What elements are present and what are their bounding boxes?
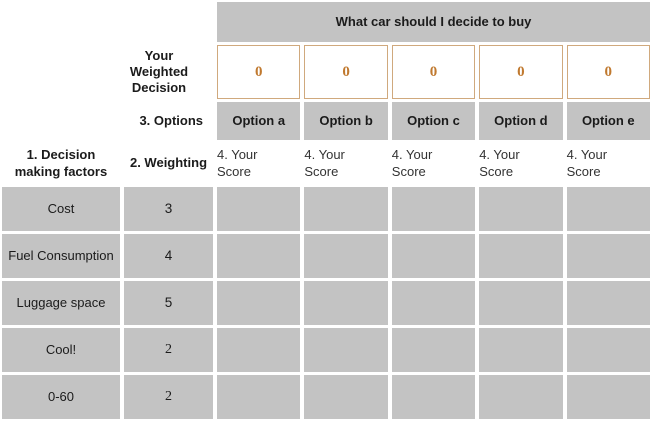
weighted-decision-label-text: Your Weighted Decision	[129, 47, 189, 96]
score-column-header-e	[567, 143, 650, 184]
factors-column-header-text: 1. Decision making factors	[14, 147, 108, 179]
score-input-cell[interactable]	[217, 281, 300, 325]
score-input-cell[interactable]	[479, 187, 562, 231]
score-input-cell[interactable]	[304, 234, 387, 278]
score-input-cell[interactable]	[567, 375, 650, 419]
factor-cell-fuel-consumption: Fuel Consumption	[2, 234, 120, 278]
weighted-total-cell-b	[304, 45, 387, 99]
weighted-total-value-c: 0	[429, 63, 438, 80]
weighted-total-value-e: 0	[604, 63, 613, 80]
score-column-header-b	[304, 143, 387, 184]
decision-question-header: What car should I decide to buy	[217, 2, 650, 42]
score-input-cell[interactable]	[392, 187, 475, 231]
score-input-cell[interactable]	[479, 375, 562, 419]
score-input-cell[interactable]	[217, 328, 300, 372]
score-input-cell[interactable]	[392, 281, 475, 325]
weighted-total-cell-a	[217, 45, 300, 99]
weight-cell-cool: 2	[124, 328, 213, 372]
score-input-cell[interactable]	[392, 375, 475, 419]
score-input-cell[interactable]	[567, 187, 650, 231]
score-input-cell[interactable]	[392, 234, 475, 278]
weight-cell-fuel-consumption: 4	[124, 234, 213, 278]
weighted-total-cell-d	[479, 45, 562, 99]
weighted-total-cell-c	[392, 45, 475, 99]
score-input-cell[interactable]	[567, 234, 650, 278]
score-column-header-c	[392, 143, 475, 184]
score-input-cell[interactable]	[479, 234, 562, 278]
decision-matrix-grid	[2, 2, 650, 419]
score-column-header-text: 4. Your Score	[391, 147, 433, 179]
weight-cell-cost: 3	[124, 187, 213, 231]
weighted-total-value-d: 0	[517, 63, 525, 80]
score-column-header-text: 4. Your Score	[566, 147, 608, 179]
option-header-c: Option c	[392, 102, 475, 140]
factors-column-header	[2, 143, 120, 184]
weighted-total-cell-e	[567, 45, 650, 99]
factor-cell-cost: Cost	[2, 187, 120, 231]
score-column-header-text: 4. Your Score	[217, 147, 258, 179]
option-header-d: Option d	[479, 102, 562, 140]
score-input-cell[interactable]	[217, 375, 300, 419]
factor-cell-cool: Cool!	[2, 328, 120, 372]
score-input-cell[interactable]	[479, 328, 562, 372]
score-input-cell[interactable]	[392, 328, 475, 372]
option-header-b: Option b	[304, 102, 387, 140]
weighted-total-value-b: 0	[342, 63, 350, 80]
weighted-total-value-a: 0	[254, 63, 263, 80]
factor-cell-0-60: 0-60	[2, 375, 120, 419]
score-input-cell[interactable]	[304, 281, 387, 325]
score-input-cell[interactable]	[304, 187, 387, 231]
weighted-decision-label	[2, 45, 213, 99]
score-input-cell[interactable]	[567, 328, 650, 372]
score-input-cell[interactable]	[567, 281, 650, 325]
weight-cell-luggage-space: 5	[124, 281, 213, 325]
score-input-cell[interactable]	[304, 375, 387, 419]
score-column-header-text: 4. Your Score	[479, 147, 520, 179]
weight-cell-0-60: 2	[124, 375, 213, 419]
score-column-header-d	[479, 143, 562, 184]
score-input-cell[interactable]	[217, 234, 300, 278]
score-input-cell[interactable]	[217, 187, 300, 231]
factor-cell-luggage-space: Luggage space	[2, 281, 120, 325]
score-input-cell[interactable]	[479, 281, 562, 325]
weighting-column-header: 2. Weighting	[129, 155, 208, 171]
score-column-header-a	[217, 143, 300, 184]
option-header-e: Option e	[567, 102, 650, 140]
option-header-a: Option a	[217, 102, 300, 140]
score-input-cell[interactable]	[304, 328, 387, 372]
options-label: 3. Options	[139, 112, 203, 128]
score-column-header-text: 4. Your Score	[304, 147, 345, 179]
